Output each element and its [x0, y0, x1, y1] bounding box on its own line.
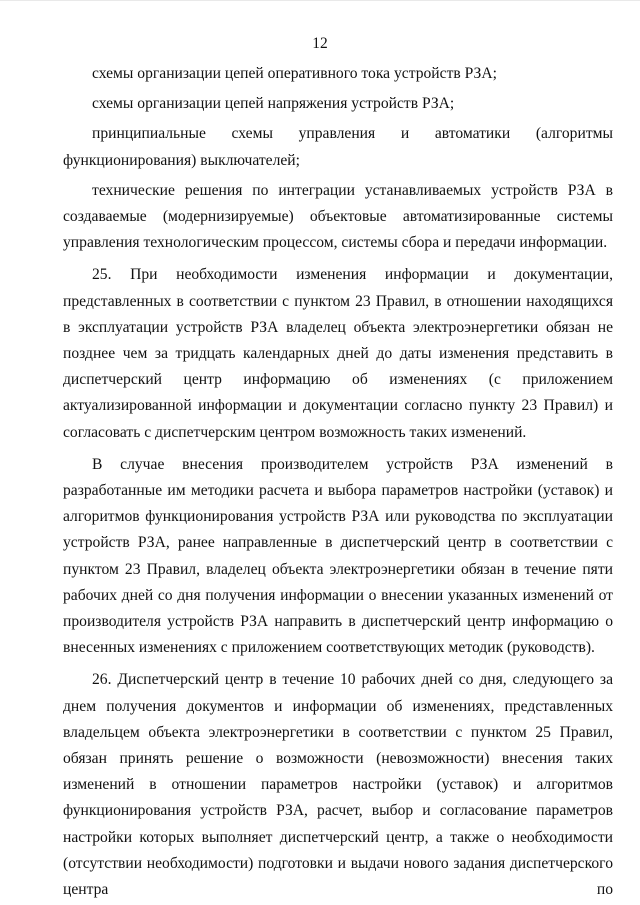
- paragraph-integration-solutions: технические решения по интеграции устанавливаемых устройств РЗА в создаваемые (модернизируемые) объектовые автоматизированные системы управления технологическим процессом, системы сбора и передачи информации.: [63, 181, 613, 252]
- paragraph-voltage-circuits: схемы организации цепей напряжения устройств РЗА;: [92, 95, 455, 113]
- paragraph-dc-circuits: схемы организации цепей оперативного тока устройств РЗА;: [92, 65, 497, 82]
- paragraph-clause-26: 26. Диспетчерский центр в течение 10 рабочих дней со дня, следующего за днем получения документов и информации об изменениях, представленных владельцем объекта электроэнергетики в соответствии с пунктом 25 Правил, обязан принять решение о возможности (невозможности) внесения таких изменений в отношении параметров настройки (уставок) и алгоритмов функционирования устройств РЗА, расчет, выбор и согласование параметров настройки которых выполняет диспетчерский центр, а также о необходимости (отсутствии необходимости) подготовки и выдачи нового задания диспетчерского центра по: [63, 671, 613, 899]
- page-number: 12: [312, 35, 328, 52]
- paragraph-manufacturer-changes: В случае внесения производителем устройств РЗА изменений в разработанные им методики расчета и выбора параметров настройки (уставок) и алгоритмов функционирования устройств РЗА или руководства по эксплуатации устройств РЗА, ранее направленные в диспетчерский центр в соответствии с пунктом 23 Правил, владелец объекта электроэнергетики обязан в течение пяти рабочих дней со дня получения информации о внесении указанных изменений от производителя устройств РЗА направить в диспетчерский центр информацию о внесенных изменениях с приложением соответствующих методик (руководств).: [63, 455, 613, 657]
- paragraph-breaker-schemes: принципиальные схемы управления и автоматики (алгоритмы функционирования) выключателей;: [63, 125, 613, 169]
- paragraph-clause-25: 25. При необходимости изменения информации и документации, представленных в соответствии с пунктом 23 Правил, в отношении находящихся в эксплуатации устройств РЗА владелец объекта электроэнергетики обязан не позднее чем за тридцать календарных дней до даты изменения представить в диспетчерский центр информацию об изменениях (с приложением актуализированной информации и документации согласно пункту 23 Правил) и согласовать с диспетчерским центром возможность таких изменений.: [63, 266, 613, 441]
- document-body: [63, 61, 613, 903]
- scan-top-edge: [0, 0, 640, 1]
